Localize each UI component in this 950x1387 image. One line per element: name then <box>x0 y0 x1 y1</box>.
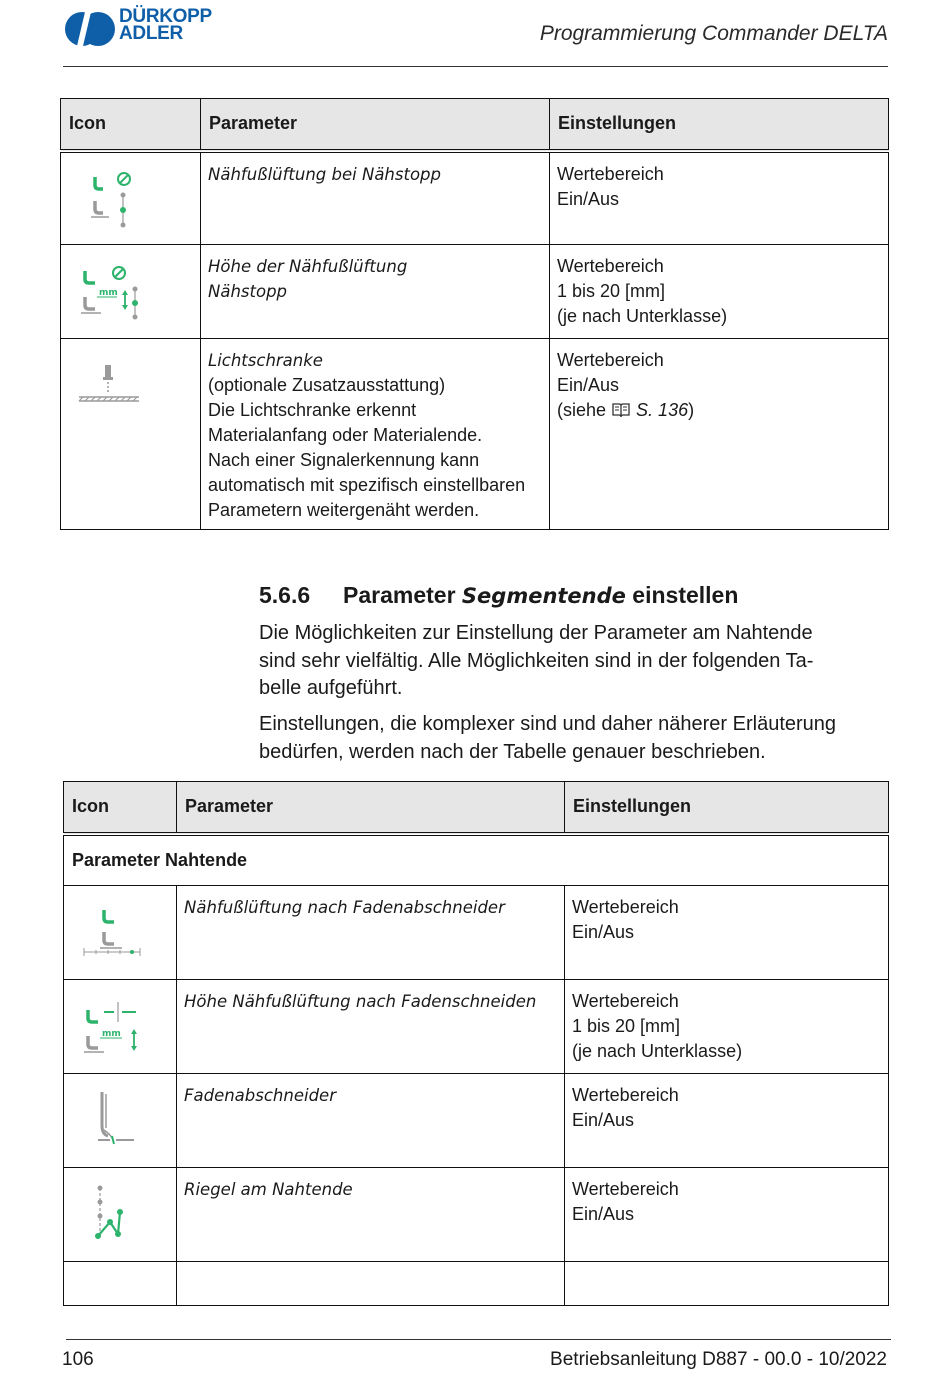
page-number: 106 <box>62 1349 94 1370</box>
section-paragraph-2 <box>259 711 889 766</box>
settings-line: Wertebereich <box>572 897 679 917</box>
column-header-parameter: Parameter <box>201 99 550 151</box>
settings-cell <box>565 1074 889 1168</box>
paragraph-line: sind sehr vielfältig. Alle Möglichkeiten sind in der folgenden Ta- <box>259 649 814 672</box>
parameter-cell <box>177 980 565 1074</box>
end-bartack-icon <box>92 1184 132 1244</box>
settings-line: 1 bis 20 [mm] <box>557 281 666 301</box>
settings-cell <box>550 151 889 245</box>
table-row-empty <box>64 1262 889 1306</box>
parameter-name: Riegel am Nahtende <box>184 1180 353 1199</box>
group-label: Parameter Nahtende <box>64 834 889 886</box>
table-row <box>64 1074 889 1168</box>
empty-cell <box>565 1262 889 1306</box>
section-title-part: Parameter <box>343 582 462 608</box>
column-header-icon: Icon <box>61 99 201 151</box>
header-divider <box>63 66 888 67</box>
paragraph-line: bedürfen, werden nach der Tabelle genauer beschrieben. <box>259 740 766 763</box>
settings-line: Wertebereich <box>557 350 664 370</box>
parameter-name: Nähstopp <box>208 282 288 301</box>
table-row <box>61 339 889 530</box>
empty-cell <box>64 1262 177 1306</box>
settings-cell <box>565 886 889 980</box>
settings-cell <box>565 1168 889 1262</box>
presser-foot-lift-height-after-trim-icon <box>82 998 144 1056</box>
settings-line: Wertebereich <box>572 991 679 1011</box>
footer-divider <box>66 1339 891 1340</box>
parameter-cell <box>201 339 550 530</box>
parameter-cell <box>201 151 550 245</box>
icon-cell <box>64 1074 177 1168</box>
paragraph-line: Die Möglichkeiten zur Einstellung der Parameter am Nahtende <box>259 622 813 644</box>
paragraph-line: Einstellungen, die komplexer sind und daher näherer Erläuterung <box>259 713 837 735</box>
column-header-parameter: Parameter <box>177 782 565 834</box>
icon-cell <box>61 245 201 339</box>
presser-foot-lift-sewing-stop-icon <box>91 171 137 231</box>
svg-text:mm: mm <box>102 1029 121 1039</box>
parameter-description: automatisch mit spezifisch einstellbaren <box>208 475 526 495</box>
column-header-settings: Einstellungen <box>565 782 889 834</box>
parameter-name: Nähfußlüftung nach Fadenabschneider <box>184 898 505 917</box>
parameter-table-1 <box>60 98 889 530</box>
table-header-row <box>64 782 889 834</box>
page-reference: (siehe S. 136) <box>557 400 695 420</box>
svg-text:mm: mm <box>99 288 118 298</box>
light-barrier-icon <box>77 363 141 407</box>
document-title: Programmierung Commander DELTA <box>539 22 888 45</box>
settings-line: Ein/Aus <box>557 188 620 209</box>
parameter-name: Fadenabschneider <box>184 1086 336 1105</box>
section-number: 5.6.6 <box>259 582 311 608</box>
brand-logo <box>63 8 233 50</box>
thread-trimmer-icon <box>94 1090 138 1150</box>
book-icon <box>611 402 631 418</box>
section-title-part: einstellen <box>625 582 739 608</box>
table-group-row <box>64 834 889 886</box>
settings-line: (je nach Unterklasse) <box>557 306 728 326</box>
settings-line: Ein/Aus <box>572 922 635 942</box>
icon-cell <box>64 1168 177 1262</box>
settings-cell <box>550 245 889 339</box>
table-row <box>64 1168 889 1262</box>
parameter-table-2 <box>63 781 889 1306</box>
page-link[interactable]: S. 136 <box>636 400 689 420</box>
presser-foot-lift-after-trimmer-icon <box>82 906 144 960</box>
table-row <box>64 886 889 980</box>
icon-cell <box>64 980 177 1074</box>
settings-line: Ein/Aus <box>557 375 620 395</box>
document-reference: Betriebsanleitung D887 - 00.0 - 10/2022 <box>550 1349 887 1370</box>
settings-line: 1 bis 20 [mm] <box>572 1016 681 1036</box>
parameter-name: Höhe Nähfußlüftung nach Fadenschneiden <box>184 992 537 1011</box>
parameter-name: Lichtschranke <box>208 351 323 370</box>
parameter-name: Höhe der Nähfußlüftung <box>208 257 408 276</box>
paragraph-line: belle aufgeführt. <box>259 677 403 699</box>
parameter-name: Nähfußlüftung bei Nähstopp <box>208 164 441 184</box>
parameter-cell <box>201 245 550 339</box>
duerkopp-adler-logo-icon <box>63 10 115 48</box>
settings-line: Ein/Aus <box>572 1204 635 1224</box>
table-row <box>61 245 889 339</box>
section-paragraph-1 <box>259 620 889 703</box>
parameter-description: Die Lichtschranke erkennt <box>208 400 417 420</box>
icon-cell <box>64 886 177 980</box>
parameter-cell <box>177 886 565 980</box>
parameter-cell <box>177 1074 565 1168</box>
section-heading <box>259 582 738 609</box>
settings-cell <box>565 980 889 1074</box>
table-header-row <box>61 99 889 151</box>
settings-line: Ein/Aus <box>572 1110 635 1130</box>
column-header-settings: Einstellungen <box>550 99 889 151</box>
settings-line: Wertebereich <box>557 256 664 276</box>
settings-line: Wertebereich <box>557 163 664 184</box>
presser-foot-lift-height-icon <box>81 265 143 321</box>
empty-cell <box>177 1262 565 1306</box>
parameter-description: (optionale Zusatzausstattung) <box>208 375 446 395</box>
column-header-icon: Icon <box>64 782 177 834</box>
section-title-emphasis: Segmentende <box>461 584 626 608</box>
icon-cell <box>61 151 201 245</box>
brand-name: DÜRKOPP ADLER <box>119 6 212 44</box>
icon-cell <box>61 339 201 530</box>
parameter-cell <box>177 1168 565 1262</box>
settings-cell <box>550 339 889 530</box>
settings-line: (je nach Unterklasse) <box>572 1041 743 1061</box>
table-row <box>61 151 889 245</box>
settings-line: Wertebereich <box>572 1085 679 1105</box>
settings-line: Wertebereich <box>572 1179 679 1199</box>
table-row <box>64 980 889 1074</box>
parameter-description: Nach einer Signalerkennung kann <box>208 450 480 470</box>
parameter-description: Materialanfang oder Materialende. <box>208 425 483 445</box>
parameter-description: Parametern weitergenäht werden. <box>208 500 480 520</box>
